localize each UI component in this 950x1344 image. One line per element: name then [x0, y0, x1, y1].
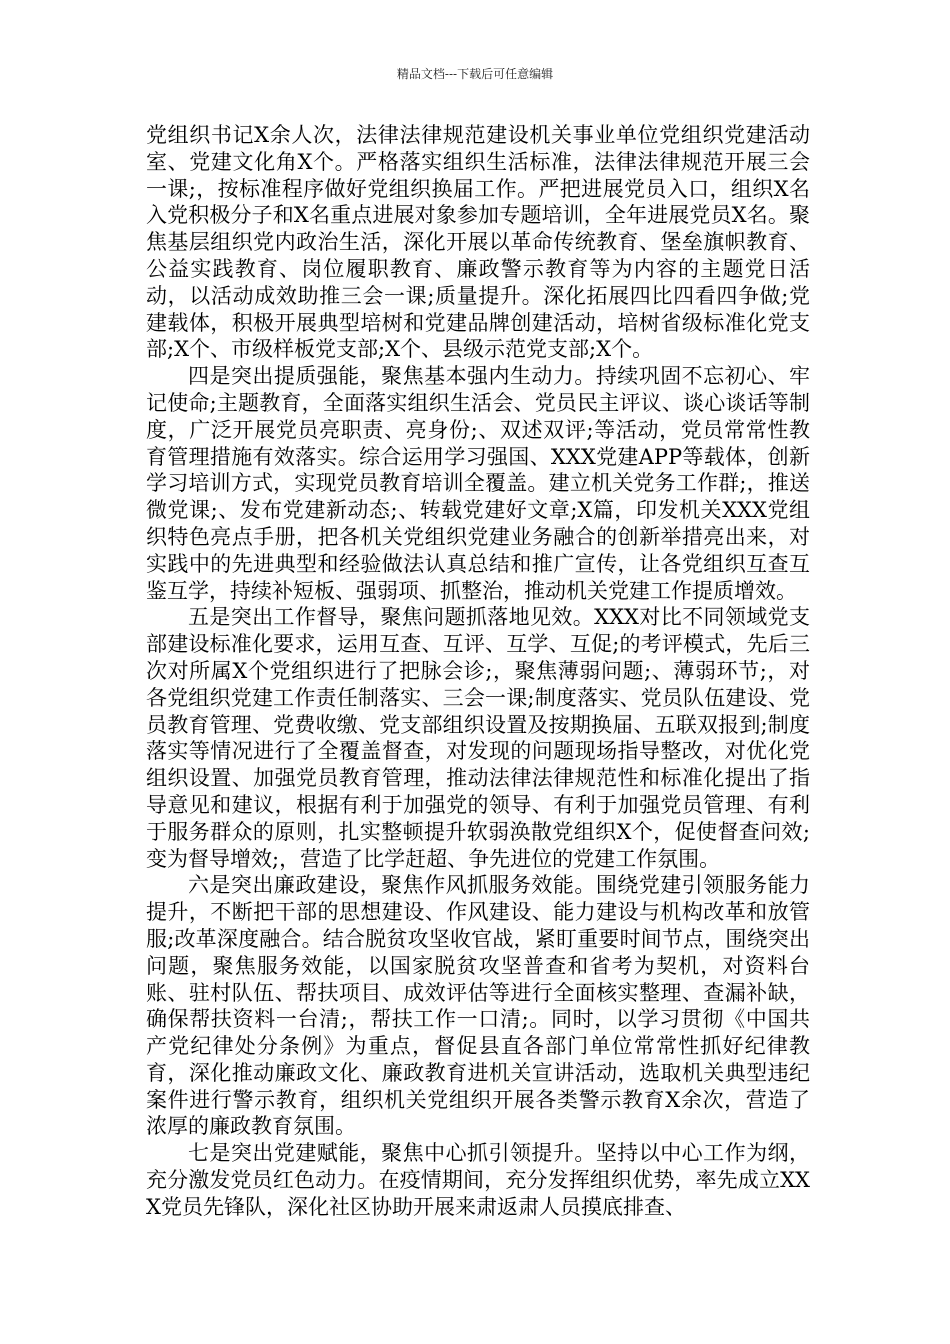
paragraph-3: 五是突出工作督导，聚焦问题抓落地见效。XXX对比不同领域党支部建设标准化要求，运用互查、互评、互学、互促;的考评模式，先后三次对所属X个党组织进行了把脉会诊;，聚焦薄弱问题;、薄弱环节;，对各党组织党建工作责任制落实、三会一课;制度落实、党员队伍建设、党员教育管理、党费收缴、党支部组织设置及按期换届、五联双报到;制度落实等情况进行了全覆盖督查，对发现的问题现场指导整改，对优化党组织设置、加强党员教育管理，推动法律法律规范性和标准化提出了指导意见和建议，根据有利于加强党的领导、有利于加强党员管理、有利于服务群众的原则，扎实整顿提升软弱涣散党组织X个，促使督查问效;变为督导增效;，营造了比学赶超、争先进位的党建工作氛围。	[146, 605, 810, 871]
paragraph-1: 党组织书记X余人次，法律法律规范建设机关事业单位党组织党建活动室、党建文化角X个。严格落实组织生活标准，法律法律规范开展三会一课;，按标准程序做好党组织换届工作。严把进展党员入口，组织X名入党积极分子和X名重点进展对象参加专题培训，全年进展党员X名。聚焦基层组织党内政治生活，深化开展以革命传统教育、堡垒旗帜教育、公益实践教育、岗位履职教育、廉政警示教育等为内容的主题党日活动，以活动成效助推三会一课;质量提升。深化拓展四比四看四争做;党建载体，积极开展典型培树和党建品牌创建活动，培树省级标准化党支部;X个、市级样板党支部;X个、县级示范党支部;X个。	[146, 123, 810, 362]
page-header: 精品文档---下载后可任意编辑	[396, 67, 554, 81]
paragraph-5: 七是突出党建赋能，聚焦中心抓引领提升。坚持以中心工作为纲，充分激发党员红色动力。在疫情期间，充分发挥组织优势，率先成立XXX党员先锋队，深化社区协助开展来肃返肃人员摸底排查、	[146, 1141, 810, 1219]
paragraph-4: 六是突出廉政建设，聚焦作风抓服务效能。围绕党建引领服务能力提升，不断把干部的思想建设、作风建设、能力建设与机构改革和放管服;改革深度融合。结合脱贫攻坚收官战，紧盯重要时间节点，围绕突出问题，聚焦服务效能，以国家脱贫攻坚普查和省考为契机，对资料台账、驻村队伍、帮扶项目、成效评估等进行全面核实整理、查漏补缺，确保帮扶资料一台清;，帮扶工作一口清;。同时，以学习贯彻《中国共产党纪律处分条例》为重点，督促县直各部门单位常常性抓好纪律教育，深化推动廉政文化、廉政教育进机关宣讲活动，选取机关典型违纪案件进行警示教育，组织机关党组织开展各类警示教育X余次，营造了浓厚的廉政教育氛围。	[146, 873, 810, 1139]
document-body	[146, 122, 810, 1221]
paragraph-2: 四是突出提质强能，聚焦基本强内生动力。持续巩固不忘初心、牢记使命;主题教育，全面落实组织生活会、党员民主评议、谈心谈话等制度，广泛开展党员亮职责、亮身份;、双述双评;等活动，党员常常性教育管理措施有效落实。综合运用学习强国、XXX党建APP等载体，创新学习培训方式，实现党员教育培训全覆盖。建立机关党务工作群;，推送微党课;、发布党建新动态;、转载党建好文章;X篇，印发机关XXX党组织特色亮点手册，把各机关党组织党建业务融合的创新举措亮出来，对实践中的先进典型和经验做法认真总结和推广宣传，让各党组织互查互鉴互学，持续补短板、强弱项、抓整治，推动机关党建工作提质增效。	[146, 364, 810, 603]
